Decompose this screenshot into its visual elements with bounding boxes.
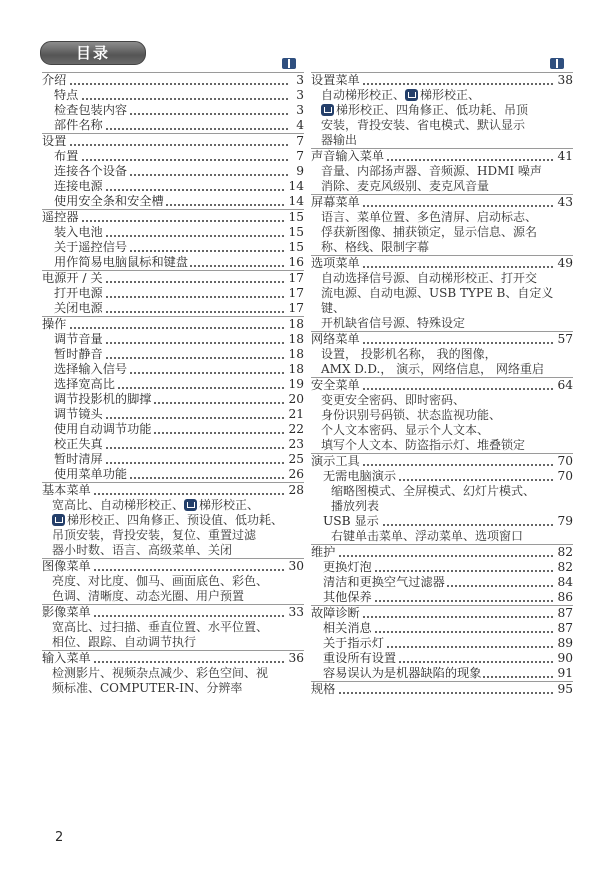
toc-entry-page: 4 — [293, 118, 304, 133]
toc-description-line: 宽高比、过扫描、垂直位置、水平位置、 — [52, 620, 269, 634]
toc-description-line: 俘获新图像、捕获锁定，显示信息、源名 — [321, 225, 538, 239]
toc-entry[interactable] — [42, 316, 304, 332]
toc-description-line: 设置， 投影机名称， 我的图像， — [321, 347, 497, 361]
toc-entry[interactable] — [42, 467, 304, 482]
toc-description-line: 梯形校正、四角修正、低功耗、吊顶 — [311, 103, 573, 118]
toc-entry-title: 清洁和更换空气过滤器 — [323, 575, 445, 589]
toc-description-line: 宽高比、自动梯形校正、 梯形校正、 — [52, 498, 260, 512]
toc-entry[interactable] — [42, 118, 304, 133]
toc-entry-page: 14 — [285, 179, 304, 194]
toc-entry-page: 89 — [554, 636, 573, 651]
toc-entry-page: 7 — [293, 149, 304, 164]
toc-entry[interactable] — [42, 133, 304, 149]
toc-entry[interactable] — [42, 209, 304, 225]
toc-entry-title: 重设所有设置 — [323, 651, 397, 665]
toc-description-line: 播放列表 — [331, 499, 380, 513]
toc-entry[interactable] — [42, 164, 304, 179]
toc-entry[interactable] — [42, 270, 304, 286]
toc-entry-page: 9 — [293, 164, 304, 179]
keystone-icon — [405, 89, 418, 101]
toc-entry-title: 特点 — [54, 88, 79, 102]
toc-entry-page: 84 — [554, 575, 573, 590]
toc-entry-page: 18 — [285, 332, 304, 347]
toc-description-line: 消除、麦克风级别、麦克风音量 — [321, 179, 490, 193]
toc-entry-title: 电源开 / 关 — [42, 271, 103, 285]
toc-entry-title: 设置 — [42, 134, 67, 148]
toc-entry-page: 95 — [554, 682, 573, 697]
toc-entry[interactable] — [311, 636, 573, 651]
toc-description-line: 流电源、自动电源、USB TYPE B、自定义键、 — [321, 286, 554, 315]
toc-entry[interactable] — [42, 179, 304, 194]
toc-entry[interactable] — [42, 422, 304, 437]
toc-entry-page: 33 — [285, 605, 304, 620]
toc-entry-page: 26 — [285, 467, 304, 482]
toc-entry-title: 其他保养 — [323, 590, 372, 604]
toc-entry-title: 遥控器 — [42, 210, 79, 224]
dot-leader — [42, 83, 288, 85]
toc-description-line: 称、格线、限制字幕 — [321, 240, 430, 254]
toc-description-line: 器输出 — [321, 133, 358, 147]
toc-entry[interactable] — [311, 255, 573, 271]
toc-entry[interactable] — [311, 453, 573, 469]
toc-description-line: 音量、内部扬声器、音频源、HDMI 噪声 — [321, 164, 542, 178]
toc-entry-title: 用作简易电脑鼠标和键盘 — [54, 255, 189, 269]
dot-leader — [311, 555, 557, 557]
dot-leader — [311, 692, 557, 694]
toc-entry[interactable] — [42, 452, 304, 467]
toc-entry-page: 18 — [285, 317, 304, 332]
toc-description-line: 个人文本密码、显示个人文本、 — [321, 423, 490, 437]
toc-entry[interactable] — [311, 194, 573, 210]
toc-title: 目录 — [40, 41, 146, 65]
toc-description-line: 变更安全密码、即时密码、 — [321, 393, 466, 407]
toc-entry-page: 18 — [285, 362, 304, 377]
toc-entry-page: 28 — [285, 483, 304, 498]
toc-description-line: 右键单击菜单、浮动菜单、选项窗口 — [331, 529, 524, 543]
page-number: 2 — [55, 830, 64, 845]
keystone-icon — [52, 514, 65, 526]
dot-leader — [54, 159, 288, 161]
toc-entry[interactable] — [42, 72, 304, 88]
book-icon — [282, 58, 296, 69]
toc-entry-page: 17 — [285, 286, 304, 301]
toc-entry-page: 86 — [554, 590, 573, 605]
toc-entry-title: 图像菜单 — [42, 559, 91, 573]
toc-entry[interactable] — [42, 194, 304, 209]
toc-entry[interactable] — [42, 377, 304, 392]
toc-entry-page: 41 — [554, 149, 573, 164]
toc-entry-page: 15 — [285, 210, 304, 225]
toc-entry-title: 关闭电源 — [54, 301, 103, 315]
toc-description-line: 语言、菜单位置、多色清屏、启动标志、 — [321, 210, 538, 224]
toc-entry[interactable] — [42, 392, 304, 407]
toc-description-line: 色调、清晰度、动态光圈、用户预置 — [52, 589, 245, 603]
toc-entry-title: 装入电池 — [54, 225, 103, 239]
toc-entry-title: 打开电源 — [54, 286, 103, 300]
toc-entry-title: 影像菜单 — [42, 605, 91, 619]
toc-entry-page: 23 — [285, 437, 304, 452]
toc-entry-page: 17 — [285, 271, 304, 286]
keystone-icon — [321, 104, 334, 116]
toc-description-line: 频标准、COMPUTER-IN、分辨率 — [52, 681, 243, 695]
toc-entry-page: 21 — [285, 407, 304, 422]
toc-entry-title: 声音输入菜单 — [311, 149, 385, 163]
dot-leader — [42, 144, 288, 146]
toc-entry[interactable] — [42, 347, 304, 362]
toc-entry-page: 22 — [285, 422, 304, 437]
toc-entry-page: 90 — [554, 651, 573, 666]
toc-entry-title: 网络菜单 — [311, 332, 360, 346]
toc-description-line: 身份识别号码锁、状态监视功能、 — [321, 408, 502, 422]
toc-entry-title: 操作 — [42, 317, 67, 331]
toc-entry[interactable] — [311, 544, 573, 560]
toc-entry-page: 70 — [554, 469, 573, 484]
toc-entry-page: 91 — [554, 666, 573, 681]
toc-entry-title: 调节音量 — [54, 332, 103, 346]
toc-entry[interactable] — [42, 255, 304, 270]
toc-entry[interactable] — [42, 149, 304, 164]
toc-entry-title: 规格 — [311, 682, 336, 696]
toc-entry[interactable] — [311, 514, 573, 529]
toc-entry[interactable] — [42, 240, 304, 255]
toc-entry[interactable] — [311, 681, 573, 697]
toc-entry-title: 无需电脑演示 — [323, 469, 397, 483]
toc-entry-title: 输入菜单 — [42, 651, 91, 665]
toc-entry-title: 介绍 — [42, 73, 67, 87]
toc-entry-title: 维护 — [311, 545, 336, 559]
toc-entry-title: 基本菜单 — [42, 483, 91, 497]
toc-description-line: AMX D.D.， 演示，网络信息， 网络重启 — [321, 362, 544, 376]
toc-entry-title: 使用自动调节功能 — [54, 422, 152, 436]
toc-entry-title: 相关消息 — [323, 621, 372, 635]
toc-description-line: 开机缺省信号源、特殊设定 — [321, 316, 466, 330]
book-icon — [550, 58, 564, 69]
toc-entry-title: USB 显示 — [323, 514, 379, 528]
toc-entry-page: 14 — [285, 194, 304, 209]
toc-entry-page: 15 — [285, 240, 304, 255]
toc-right-column — [311, 72, 573, 697]
toc-entry[interactable] — [42, 332, 304, 347]
toc-entry[interactable] — [42, 604, 304, 620]
toc-entry-title: 设置菜单 — [311, 73, 360, 87]
toc-entry-page: 43 — [554, 195, 573, 210]
toc-entry-title: 校正失真 — [54, 437, 103, 451]
toc-entry-title: 演示工具 — [311, 454, 360, 468]
toc-entry-page: 82 — [554, 545, 573, 560]
toc-entry[interactable] — [311, 469, 573, 484]
toc-entry-title: 安全菜单 — [311, 378, 360, 392]
toc-description-line: 填写个人文本、防盗指示灯、堆叠锁定 — [321, 438, 526, 452]
toc-description-line: 自动梯形校正、 梯形校正、 — [321, 88, 481, 102]
toc-description-line: 相位、跟踪、自动调节执行 — [52, 635, 197, 649]
toc-entry[interactable] — [311, 651, 573, 666]
toc-entry-title: 选择宽高比 — [54, 377, 115, 391]
toc-entry-page: 3 — [293, 103, 304, 118]
toc-entry-title: 容易误认为是机器缺陷的现象 — [323, 666, 482, 680]
toc-entry[interactable] — [311, 148, 573, 164]
toc-description-line: 梯形校正、四角修正、预设值、低功耗、 — [42, 513, 304, 528]
toc-entry[interactable] — [42, 558, 304, 574]
toc-entry-page: 82 — [554, 560, 573, 575]
toc-entry-page: 38 — [554, 73, 573, 88]
toc-entry-page: 36 — [285, 651, 304, 666]
toc-entry[interactable] — [42, 407, 304, 422]
toc-description-line: 吊顶安装，背投安装，复位、重置过滤 — [52, 528, 257, 542]
toc-entry-title: 使用安全条和安全槽 — [54, 194, 164, 208]
toc-entry-page: 17 — [285, 301, 304, 316]
toc-entry-title: 更换灯泡 — [323, 560, 372, 574]
toc-entry-page: 3 — [293, 88, 304, 103]
toc-entry[interactable] — [42, 437, 304, 452]
toc-entry-page: 16 — [285, 255, 304, 270]
toc-entry[interactable] — [311, 605, 573, 621]
toc-description-line: 自动选择信号源、自动梯形校正、打开交 — [321, 271, 538, 285]
toc-entry-title: 连接电源 — [54, 179, 103, 193]
toc-left-column — [42, 72, 304, 696]
toc-entry-title: 布置 — [54, 149, 79, 163]
toc-entry-page: 57 — [554, 332, 573, 347]
toc-entry[interactable] — [42, 286, 304, 301]
toc-entry[interactable] — [311, 560, 573, 575]
toc-entry[interactable] — [311, 377, 573, 393]
toc-entry[interactable] — [42, 103, 304, 118]
toc-entry-title: 暂时静音 — [54, 347, 103, 361]
toc-entry-title: 关于遥控信号 — [54, 240, 128, 254]
toc-entry-page: 19 — [285, 377, 304, 392]
toc-entry-page: 64 — [554, 378, 573, 393]
toc-entry[interactable] — [42, 362, 304, 377]
toc-entry[interactable] — [311, 621, 573, 636]
toc-entry-title: 故障诊断 — [311, 606, 360, 620]
toc-entry-title: 部件名称 — [54, 118, 103, 132]
toc-entry-title: 检查包装内容 — [54, 103, 128, 117]
toc-entry-page: 25 — [285, 452, 304, 467]
toc-entry[interactable] — [42, 301, 304, 316]
toc-entry-title: 使用菜单功能 — [54, 467, 128, 481]
toc-entry-title: 暂时清屏 — [54, 452, 103, 466]
toc-entry-title: 选项菜单 — [311, 256, 360, 270]
toc-description-line: 检测影片、视频杂点减少、彩色空间、视 — [52, 666, 269, 680]
toc-entry[interactable] — [42, 88, 304, 103]
toc-entry[interactable] — [311, 575, 573, 590]
toc-entry[interactable] — [311, 590, 573, 605]
toc-entry-page: 30 — [285, 559, 304, 574]
toc-entry-page: 3 — [293, 73, 304, 88]
toc-description-line: 亮度、对比度、伽马、画面底色、彩色、 — [52, 574, 269, 588]
dot-leader — [54, 98, 288, 100]
toc-entry[interactable] — [42, 650, 304, 666]
keystone-icon — [184, 499, 197, 511]
toc-entry[interactable] — [311, 666, 573, 681]
toc-entry-page: 49 — [554, 256, 573, 271]
toc-entry-page: 70 — [554, 454, 573, 469]
toc-entry-page: 18 — [285, 347, 304, 362]
toc-entry-page: 20 — [285, 392, 304, 407]
toc-entry-title: 关于指示灯 — [323, 636, 384, 650]
toc-entry[interactable] — [311, 72, 573, 88]
toc-entry-title: 选择输入信号 — [54, 362, 128, 376]
toc-entry-page: 79 — [554, 514, 573, 529]
toc-description-line: 器小时数、语言、高级菜单、关闭 — [52, 543, 233, 557]
toc-entry[interactable] — [42, 482, 304, 498]
toc-entry[interactable] — [42, 225, 304, 240]
toc-entry-title: 连接各个设备 — [54, 164, 128, 178]
toc-description-line: 缩略图模式、全屏模式、幻灯片模式、 — [331, 484, 536, 498]
toc-entry-page: 87 — [554, 621, 573, 636]
toc-entry-page: 15 — [285, 225, 304, 240]
toc-entry-page: 7 — [293, 134, 304, 149]
toc-entry[interactable] — [311, 331, 573, 347]
toc-entry-title: 屏幕菜单 — [311, 195, 360, 209]
toc-entry-title: 调节投影机的脚撑 — [54, 392, 152, 406]
toc-description-line: 安装，背投安装、省电模式、默认显示 — [321, 118, 526, 132]
dot-leader — [42, 327, 288, 329]
toc-entry-title: 调节镜头 — [54, 407, 103, 421]
toc-entry-page: 87 — [554, 606, 573, 621]
